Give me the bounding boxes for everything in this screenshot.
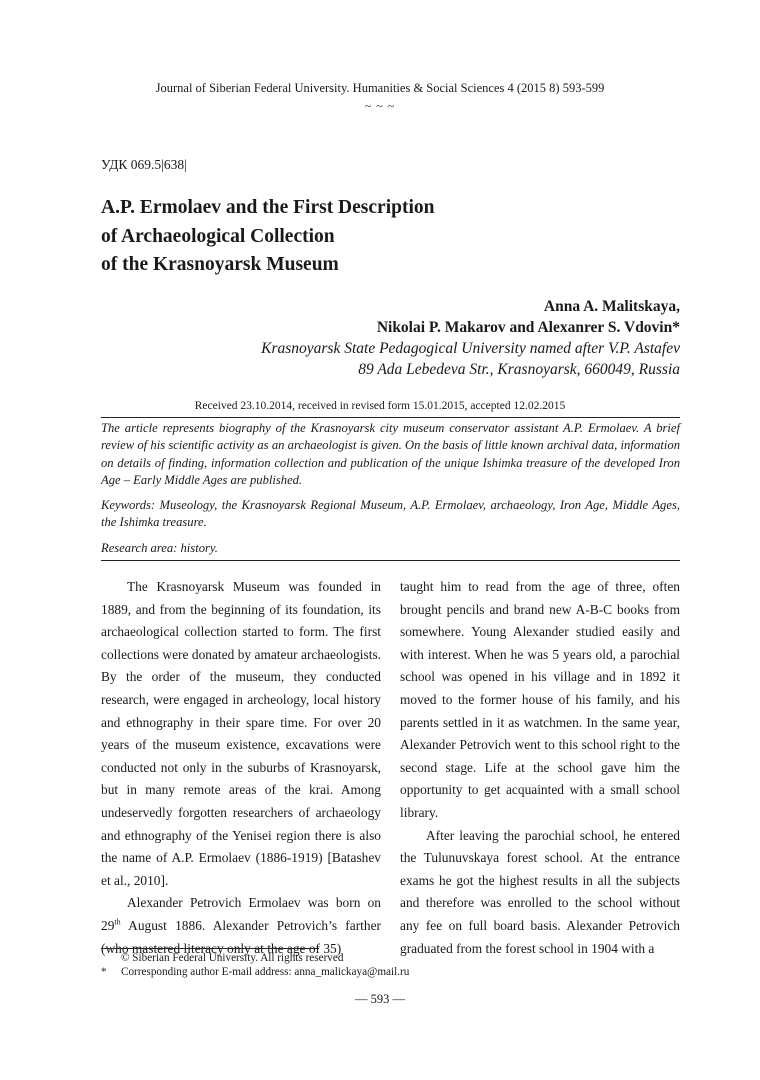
abstract-text: The article represents biography of the Krasnoyarsk city museum conservator assistant A.P. Ermolaev. A brief review of his scientific activity as an archaeologist is given. On the basis of little known archival data, information on details of finding, information collection and publication of the unique Ishimka treasure of the developed Iron Age – Early Middle Ages are published. [101, 421, 680, 487]
affiliation: Krasnoyarsk State Pedagogical University named after V.P. Astafev [261, 340, 680, 357]
abstract-bottom-rule [101, 560, 680, 561]
footnote-rule [101, 948, 319, 949]
author-line-1: Anna A. Malitskaya, [543, 298, 680, 315]
udk-code: УДК 069.5|638| [101, 157, 187, 172]
header-ornament: ~ ~ ~ [364, 99, 396, 113]
body-column-right [400, 576, 680, 960]
author-line-2: Nikolai P. Makarov and Alexanrer S. Vdovin* [376, 319, 680, 336]
body-paragraph: Alexander Petrovich Ermolaev was born on 29th August 1886. Alexander Petrovich’s farther (who mastered literacy only at the age of 35) [101, 895, 381, 956]
page-number: — 593 — [355, 992, 405, 1006]
received-dates: Received 23.10.2014, received in revised form 15.01.2015, accepted 12.02.2015 [194, 400, 566, 412]
authors-block [261, 296, 680, 380]
address: 89 Ada Lebedeva Str., Krasnoyarsk, 660049, Russia [358, 361, 680, 378]
body-paragraph: After leaving the parochial school, he entered the Tulunuvskaya forest school. At the entrance exams he got the highest results in all the subjects and therefore was enrolled to the school without any fee on full board basis. Alexander Petrovich graduated from the forest school in 1904 with a [400, 827, 680, 956]
keywords: Keywords: Museology, the Krasnoyarsk Regional Museum, A.P. Ermolaev, archaeology, Iron Age, Middle Ages, the Ishimka treasure. [101, 498, 680, 530]
title-line-3: of the Krasnoyarsk Museum [101, 254, 339, 275]
body-column-left [101, 576, 381, 960]
article-title [101, 194, 621, 280]
title-line-1: A.P. Ermolaev and the First Description [101, 197, 435, 218]
title-line-2: of Archaeological Collection [101, 225, 335, 247]
body-paragraph: taught him to read from the age of three, often brought pencils and brand new A-B-C books from somewhere. Young Alexander studied easily and with interest. When he was 5 years old, a parochial school was opened in his village and in 1892 it moved to the former house of his family, and his parents settled in it as watchmen. In the same year, Alexander Petrovich went to this school right to the second stage. Life at the school gave him the opportunity to get acquainted with a small school library. [400, 579, 680, 820]
journal-header: Journal of Siberian Federal University. Humanities & Social Sciences 4 (2015 8) 593-599 [155, 81, 605, 95]
abstract-block [101, 420, 680, 565]
body-paragraph: The Krasnoyarsk Museum was founded in 1889, and from the beginning of its foundation, its archaeological collection started to form. The first collections were donated by amateur archaeologists. By the order of the museum, they conducted research, were engaged in archeology, local history and ethnography in their spare time. For over 20 years of the museum existence, excavations were conducted not only in the suburbs of Krasnoyarsk, but in many remote areas of the krai. Among undeservedly forgotten researchers of archaeology and ethnography of the Yenisei region there is also the name of A.P. Ermolaev (1886-1919) [Batashev et al., 2010]. [101, 579, 381, 888]
footnote-corresponding: * Corresponding author E-mail address: anna_malickaya@mail.ru [101, 966, 410, 978]
footnote-copyright: © Siberian Federal University. All rights reserved [121, 952, 344, 964]
research-area: Research area: history. [101, 540, 218, 555]
abstract-top-rule [101, 417, 680, 418]
